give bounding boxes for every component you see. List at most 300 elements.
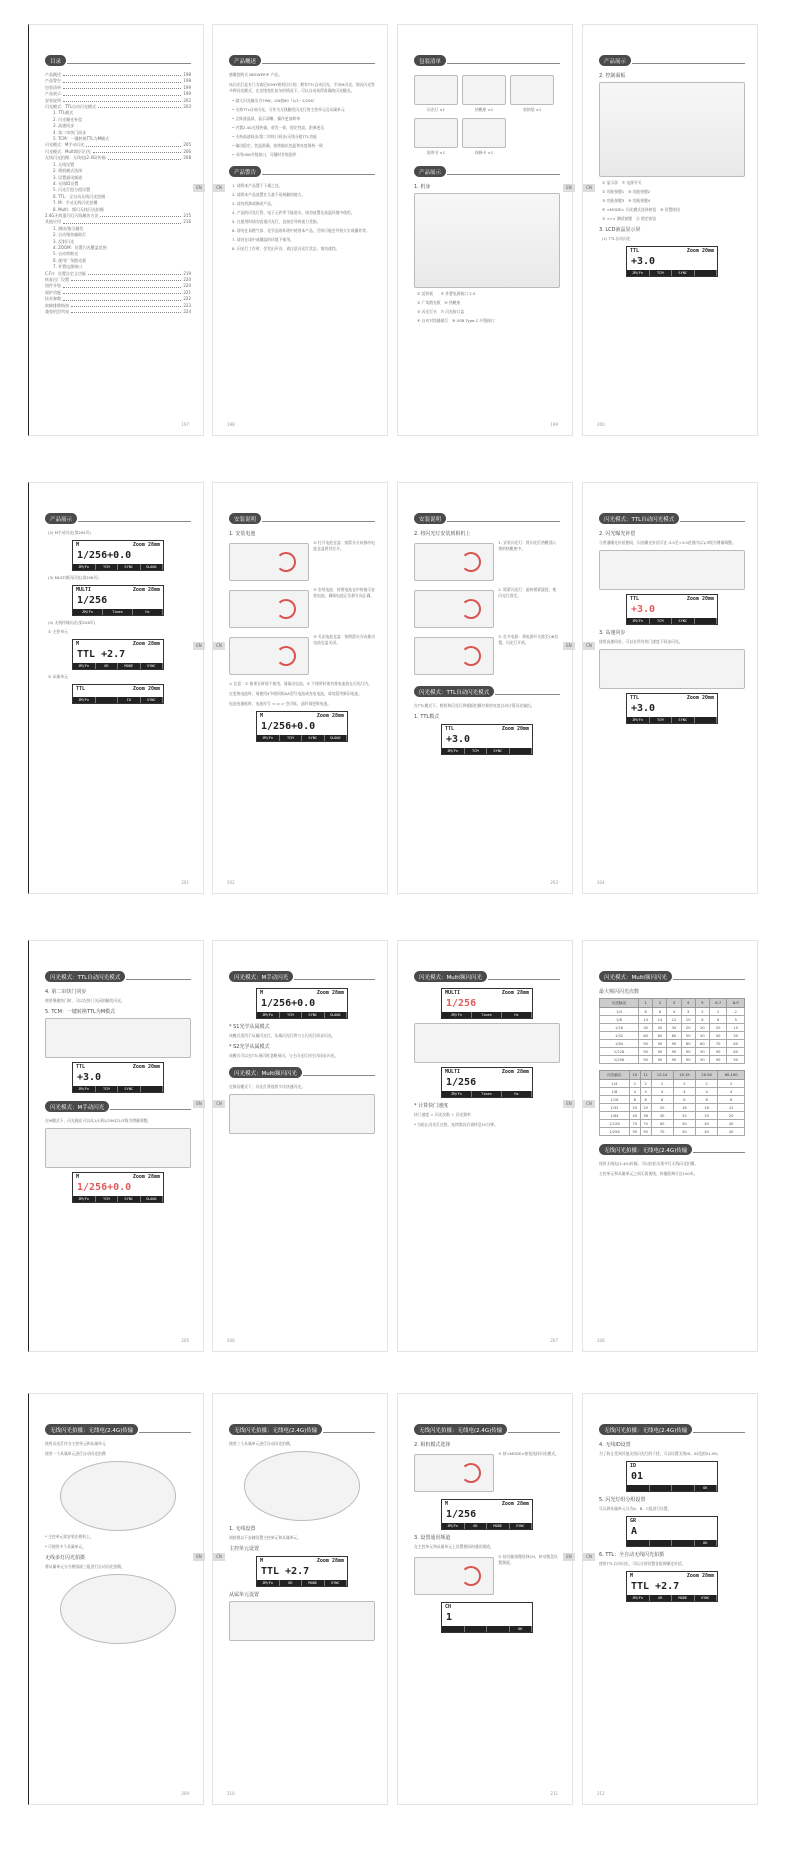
lcd-function-bar	[442, 748, 532, 754]
section-heading-label: 闪光模式：M手动闪光	[45, 1101, 109, 1112]
lcd-function-label: TCM	[650, 618, 673, 624]
section-heading-label: 无线闪光拍摄：无线电(2.4G)传输	[599, 1144, 692, 1155]
package-item	[462, 75, 506, 112]
subheading: 3. LCD液晶显示屏	[599, 227, 641, 233]
toc-leader	[63, 72, 181, 76]
table-cell: 20	[709, 1024, 726, 1032]
table-row	[600, 1096, 745, 1104]
lcd-function-label: SYNC	[695, 1595, 718, 1601]
toc-title: 7. M：手动无线闪光拍摄	[53, 200, 98, 206]
language-tab-cn[interactable]: CN	[583, 642, 595, 650]
toc-title: 8. Multi：频闪无线闪光拍摄	[53, 206, 104, 212]
lcd-mode: M	[445, 1501, 449, 1507]
lcd-zoom: Zoom 20mm	[132, 686, 160, 692]
lcd-function-label	[627, 1485, 650, 1491]
lcd-function-label: MODE	[487, 1523, 510, 1529]
page-number: 210	[227, 1791, 235, 1796]
paragraph: 使用无线电(2.4G)传输，可以轻松实现多灯无线闪光拍摄。	[599, 1161, 699, 1166]
table-header-cell: 8-9	[727, 999, 745, 1008]
lcd-function-label: Times	[472, 1091, 502, 1097]
language-tab-cn[interactable]: CN	[213, 184, 225, 192]
lcd-function-bar	[442, 1523, 532, 1529]
lcd-function-label: SLOW2	[325, 1012, 348, 1018]
list-item: • 采用USB升级接口，可随时升级固件	[232, 152, 297, 157]
instruction-step	[414, 1451, 560, 1495]
lcd-function-label	[96, 697, 119, 703]
section-heading	[599, 55, 745, 66]
toc-title: 技术参数	[45, 296, 61, 302]
table-row	[600, 1104, 745, 1112]
language-tab-cn[interactable]: CN	[213, 1553, 225, 1561]
toc-title: 5. TCM：一键转换TTL为M模式	[53, 136, 110, 142]
lcd-value: TTL +2.7	[77, 649, 126, 660]
page-number: 198	[227, 422, 235, 427]
section-heading	[599, 1144, 745, 1155]
lcd-top-row	[73, 685, 163, 693]
lcd-value: +3.0	[631, 703, 656, 714]
language-tab-cn[interactable]: CN	[213, 1100, 225, 1108]
lcd-top-row	[73, 1063, 163, 1071]
page-number: 201	[181, 880, 189, 885]
toc-page-number: 205	[183, 142, 191, 148]
language-tab-cn[interactable]: CN	[583, 184, 595, 192]
lcd-top-row	[257, 989, 347, 997]
page-number: 203	[550, 880, 558, 885]
lcd-function-bar	[73, 697, 163, 703]
table-row	[600, 1032, 745, 1040]
table-cell: 4	[673, 1088, 695, 1096]
lcd-top-row	[257, 1557, 347, 1565]
section-heading	[414, 971, 560, 982]
heading-rule	[693, 1152, 745, 1153]
table-cell: 40	[718, 1120, 745, 1128]
lcd-function-label: SYNC	[672, 618, 695, 624]
section-heading	[229, 166, 375, 177]
language-tab-en[interactable]: EN	[563, 642, 575, 650]
paragraph: 在TTL模式下，相机和闪光灯将根据拍摄对象的亮度自动计算闪光输出。	[414, 703, 535, 708]
toc-title: 故障排除指南	[45, 302, 69, 308]
heading-rule	[693, 1432, 745, 1433]
lcd-function-label: SYNC	[141, 697, 164, 703]
paragraph: 电池电量低时，电池符号 < ▭ > 会闪烁，此时请更换电池。	[229, 701, 332, 706]
lcd-top-row	[627, 595, 717, 603]
lcd-top-row	[627, 694, 717, 702]
step-text: ② 安装电池：按照电池仓中的指示安装电池，确保电池正负极方向正确。	[313, 587, 375, 598]
lcd-zoom: Zoom 28mm	[686, 1573, 714, 1579]
lcd-function-label	[695, 270, 718, 276]
paragraph: 感谢您购买 NEEWER® 产品。	[229, 72, 283, 77]
language-tab-en[interactable]: EN	[563, 1100, 575, 1108]
lcd-mode: MULTI	[445, 990, 461, 996]
section-heading	[414, 1424, 560, 1435]
heading-rule	[262, 63, 375, 64]
table-cell: 2	[629, 1080, 640, 1088]
table-cell: 30	[667, 1024, 681, 1032]
toc-page-number: 215	[183, 212, 191, 218]
toc-title: 恢复出厂设置	[45, 277, 69, 282]
list-item: ② 功能按键1 ⑧ 功能按键2	[602, 189, 651, 194]
table-cell: 2	[727, 1008, 745, 1016]
lcd-value: 1/256+0.0	[77, 1182, 132, 1193]
page-number: 205	[181, 1338, 189, 1343]
table-cell: 1/256	[600, 1056, 639, 1064]
page-number: 199	[550, 422, 558, 427]
section-heading	[599, 1424, 745, 1435]
paragraph: 主控单元和从属单元之间无需视线，传输距离可达100米。	[599, 1171, 698, 1176]
toc-title: C.Fn：设置自定义功能	[45, 270, 86, 276]
lcd-mode: TTL	[76, 1064, 86, 1070]
table-cell: 18	[673, 1104, 695, 1112]
lcd-mode: ID	[630, 1463, 637, 1469]
language-tab-cn[interactable]: CN	[583, 1100, 595, 1108]
table-cell: 20	[651, 1104, 673, 1112]
lcd-display	[626, 594, 718, 625]
lcd-top-row	[73, 586, 163, 594]
toc-page-number: 221	[183, 289, 191, 295]
table-cell: 4	[629, 1088, 640, 1096]
language-tab-en[interactable]: EN	[193, 184, 205, 192]
heading-rule	[632, 63, 745, 64]
section-heading-label: 产品展示	[599, 55, 631, 66]
table-cell: 20	[718, 1112, 745, 1120]
lcd-function-label: Hz	[502, 1012, 532, 1018]
list-item: ② 从属单元	[48, 674, 68, 679]
lcd-function-label: MODE	[672, 1595, 695, 1601]
table-cell: 40	[718, 1128, 745, 1136]
step-text: ① 按<MODE>按钮选择闪光模式。	[498, 1451, 559, 1456]
section-heading-label: 闪光模式：TTL自动闪光模式	[599, 513, 679, 524]
list-item: ① 反射板 ⑤ 外置电源接口 2.5	[417, 291, 476, 296]
lcd-value: 1	[446, 1612, 453, 1623]
toc-leader	[63, 85, 181, 89]
lcd-function-bar	[627, 1540, 717, 1546]
instruction-step	[229, 587, 375, 631]
lcd-top-row	[257, 712, 347, 720]
list-item: (4) 无线传输闪光(第208页)	[48, 620, 96, 625]
table-cell: 8	[673, 1096, 695, 1104]
toc-title: 兼容机型列表	[45, 309, 69, 315]
manual-page	[212, 482, 388, 894]
toc-page-number: 198	[183, 72, 191, 77]
lcd-mode: M	[260, 713, 264, 719]
package-contents	[414, 72, 560, 158]
package-item-label: 热靴座 ×1	[474, 107, 494, 112]
toc-entry[interactable]	[45, 309, 191, 315]
heading-rule	[680, 521, 745, 522]
lcd-mode: M	[76, 641, 80, 647]
heading-rule	[126, 979, 191, 980]
toc-leader	[93, 149, 182, 153]
list-item: ③ 功能按键3 ⑨ 功能按键4	[602, 198, 651, 203]
manual-page	[582, 1393, 758, 1805]
section-heading	[414, 166, 560, 177]
lcd-function-label: OK	[695, 1485, 718, 1491]
table-header-row	[600, 999, 745, 1008]
illustration	[45, 1018, 191, 1058]
language-tab-cn[interactable]: CN	[583, 1553, 595, 1561]
lcd-top-row	[442, 1068, 532, 1076]
section-heading	[229, 971, 375, 982]
table-cell: 90	[640, 1128, 651, 1136]
table-cell: 8	[629, 1096, 640, 1104]
lcd-function-bar	[73, 1196, 163, 1202]
page-number: 204	[597, 880, 605, 885]
toc-title: 闪光模式：TTL自动闪光模式	[45, 104, 97, 110]
toc-title: 2. 自动聚焦辅助灯	[53, 232, 87, 238]
section-heading-label: 闪光模式：Multi频闪闪光	[599, 971, 672, 982]
flash-count-table	[599, 1070, 745, 1136]
section-heading-label: 闪光模式：M手动闪光	[229, 971, 293, 982]
lcd-display	[72, 1062, 164, 1093]
illustration	[599, 82, 745, 177]
language-tab-en[interactable]: EN	[193, 1553, 205, 1561]
language-tab-cn[interactable]: CN	[213, 642, 225, 650]
manual-page	[397, 24, 573, 436]
lcd-function-label: ZM/Fn	[442, 1523, 465, 1529]
list-item: ① 主控单元	[48, 629, 68, 634]
toc-title: 4. ZOOM：设置闪光覆盖范围	[53, 244, 107, 250]
lcd-function-label: GR	[650, 1595, 673, 1601]
step-illustration	[414, 637, 494, 675]
manual-page	[212, 1393, 388, 1805]
list-item: • 支持TTL自动闪光，可作为无线触发闪光灯的主控单元及从属单元	[232, 107, 345, 112]
table-cell: 1/128	[600, 1120, 630, 1128]
lcd-mode: GR	[630, 1518, 637, 1524]
subheading: 1. TTL模式	[414, 714, 440, 720]
lcd-function-label: SLOW2	[141, 1196, 164, 1202]
table-cell: 90	[667, 1056, 681, 1064]
section-heading	[229, 1424, 375, 1435]
lcd-display	[256, 1556, 348, 1587]
heading-rule	[110, 1109, 191, 1110]
lcd-function-label: SYNC	[325, 1580, 348, 1586]
lcd-top-row	[73, 541, 163, 549]
toc-leader	[100, 213, 181, 217]
section-heading-label: 闪光模式：Multi频闪闪光	[229, 1067, 302, 1078]
toc-title: 3. 高速同步	[53, 123, 75, 129]
toc-title: 6. TTL：全自动无线闪光拍摄	[53, 193, 106, 199]
list-item: ④ 自动对焦辅助灯 ⑧ USB Type-C 升级接口	[417, 318, 495, 323]
paragraph: ⚠ 注意：① 如果长时间不使用，请取出电池。② 不使用时请勿将电池放在闪光灯内。	[229, 681, 372, 686]
paragraph: 使用三个从属单元进行自动闪光拍摄。	[229, 1441, 294, 1446]
step-illustration	[414, 543, 494, 581]
step-text: ① 打开电池仓盖：按箭头方向推动电池仓盖将其打开。	[313, 540, 375, 551]
lcd-zoom: Zoom 20mm	[686, 695, 714, 701]
table-cell: 90	[667, 1040, 681, 1048]
toc-title: 2. 相机模式选择	[53, 168, 83, 174]
table-cell: 70	[629, 1120, 640, 1128]
paragraph: 将从属单元分为两组或三组进行自动闪光拍摄。	[45, 1564, 125, 1569]
toc-page-number: 220	[183, 283, 191, 289]
lcd-function-label	[695, 717, 718, 723]
table-cell: 4	[667, 1008, 681, 1016]
list-item: • 输出稳定，色温准确，连续输出色温和亮度保持一致	[232, 143, 323, 148]
manual-page	[212, 24, 388, 436]
table-cell: 5	[727, 1016, 745, 1024]
lcd-display	[441, 1067, 533, 1098]
lcd-function-label: SLOW2	[141, 564, 164, 570]
lcd-mode: CH	[445, 1604, 452, 1610]
subheading: 3. 设置通讯频道	[414, 1535, 451, 1541]
lcd-function-bar	[627, 270, 717, 276]
language-tab-en[interactable]: EN	[563, 184, 575, 192]
lcd-function-label: ZM/Fn	[257, 1012, 280, 1018]
lcd-function-label: GR	[280, 1580, 303, 1586]
table-cell: 80	[681, 1040, 695, 1048]
language-tab-en[interactable]: EN	[563, 1553, 575, 1561]
lcd-function-label: ZM/Fn	[73, 697, 96, 703]
lcd-function-label: ZM/Fn	[442, 1012, 472, 1018]
lcd-function-label: SLOW2	[325, 735, 348, 741]
table-header-row	[600, 1071, 745, 1080]
table-row	[600, 1120, 745, 1128]
table-cell: 60	[653, 1032, 667, 1040]
step-text: 2. 锁紧闪光灯：旋转锁紧旋钮，使闪光灯固定。	[498, 587, 557, 598]
package-item	[414, 75, 458, 112]
list-item: 3. 请勿拆卸或修改产品。	[232, 201, 275, 206]
table-cell: 10	[727, 1024, 745, 1032]
lcd-display	[256, 711, 348, 742]
section-heading	[599, 971, 745, 982]
table-header-cell: 3	[667, 999, 681, 1008]
lcd-function-label: ZM/Fn	[73, 1196, 96, 1202]
lcd-function-label: TCM	[650, 270, 673, 276]
paragraph: 请按照以下步骤设置主控单元和从属单元。	[229, 1535, 302, 1540]
table-row	[600, 1048, 745, 1056]
table-cell: 1/16	[600, 1024, 639, 1032]
lcd-value: 1/256+0.0	[261, 998, 316, 1009]
language-tab-en[interactable]: EN	[193, 1100, 205, 1108]
list-item: 5. 在使用时请勿直视闪光灯，直接会导致视力受损。	[232, 219, 321, 224]
table-cell: 1/256	[600, 1128, 630, 1136]
step-illustration	[229, 590, 309, 628]
lcd-function-label: ZM/Fn	[442, 1091, 472, 1097]
table-row	[600, 1056, 745, 1064]
section-heading-label: 闪光模式：TTL自动闪光模式	[45, 971, 125, 982]
table-cell: 90	[681, 1048, 695, 1056]
paragraph: 与普通曝光补偿相同，闪光曝光补偿可在-3.0至+3.0范围内以1/3级为增量调整。	[599, 540, 736, 545]
table-row	[600, 1040, 745, 1048]
paragraph: * 为防止闪光灯过热，连续频闪后请休息10分钟。	[414, 1122, 498, 1127]
lcd-function-bar	[627, 1595, 717, 1601]
heading-rule	[323, 1432, 375, 1433]
table-cell: 20	[640, 1104, 651, 1112]
lcd-function-label: TCM	[96, 1086, 119, 1092]
paragraph: * 主控单元需安装在相机上。	[45, 1534, 94, 1539]
step-text: ① 按功能按键选择CH，转动拨盘设置频道。	[498, 1554, 558, 1565]
lcd-zoom: Zoom 28mm	[316, 1558, 344, 1564]
paragraph: 该模式适用于从属闪光灯，从属闪光灯将与主闪光灯同步闪光。	[229, 1033, 336, 1038]
lcd-zoom: Zoom 28mm	[501, 1501, 529, 1507]
instruction-step	[414, 1554, 560, 1598]
table-header-cell: 10	[629, 1071, 640, 1080]
lcd-value: 1/256	[446, 1077, 477, 1088]
illustration	[599, 649, 745, 689]
heading-rule	[294, 979, 375, 980]
list-item: (3) MULTI频闪闪光(第206页)	[48, 575, 99, 580]
table-cell: 1/128	[600, 1048, 639, 1056]
package-item	[510, 75, 554, 112]
lcd-function-label: TCM	[465, 748, 488, 754]
lcd-value: TTL +2.7	[631, 1581, 680, 1592]
toc-title: 4. 无线ID设置	[53, 180, 79, 186]
toc-title: 产品警告	[45, 78, 61, 84]
heading-rule	[495, 694, 560, 695]
lcd-function-label: TCM	[96, 1196, 119, 1202]
subheading: 2. 控制面板	[599, 73, 626, 79]
page-number: 209	[181, 1791, 189, 1796]
lcd-function-bar	[257, 1012, 347, 1018]
lcd-function-label: GR	[465, 1523, 488, 1529]
table-cell: 70	[709, 1040, 726, 1048]
table-row	[600, 1112, 745, 1120]
table-row	[600, 1024, 745, 1032]
lcd-mode: M	[76, 542, 80, 548]
lcd-function-label: ZM/Fn	[257, 1580, 280, 1586]
toc-page-number: 198	[183, 78, 191, 84]
paragraph: 该闪光灯是专门为索尼SONY相机设计的，拥有TTL自动闪光、手动M闪光、频闪闪光等多种闪光模式，在光线变化复杂的情况下，可以自动获得准确的闪光曝光。	[229, 82, 375, 93]
list-item: 4. 产品的闪光灯管、电子元件等不能进水，请勿放置在高温环境中使用。	[232, 210, 355, 215]
manual-page	[397, 482, 573, 894]
toc-title: 包装清单	[45, 84, 61, 90]
step-text: ③ 关闭电池仓盖：按照箭头方向推动电池仓盖关闭。	[313, 634, 375, 645]
table-header-cell: 闪光输出	[600, 1071, 630, 1080]
instruction-step	[229, 540, 375, 584]
table-cell: 16	[696, 1104, 718, 1112]
toc-page-number: 199	[183, 84, 191, 90]
heading-rule	[508, 1432, 560, 1433]
lcd-function-label: ZM/Fn	[627, 270, 650, 276]
step-illustration	[229, 543, 309, 581]
table-cell: 4	[696, 1088, 718, 1096]
paragraph: 在更换电池时，请使用4节相同的AA型号电池或充电电池，请勿混用新旧电池。	[229, 691, 363, 696]
lcd-top-row	[442, 1603, 532, 1611]
language-tab-en[interactable]: EN	[193, 642, 205, 650]
table-cell: 2	[695, 1008, 709, 1016]
subheading: * S2光学从属模式	[229, 1044, 270, 1050]
lcd-function-bar	[442, 1012, 532, 1018]
subheading: 2. 相机模式选择	[414, 1442, 451, 1448]
lcd-value: +3.0	[631, 256, 656, 267]
table-header-cell: 12-14	[651, 1071, 673, 1080]
page-number: 212	[597, 1791, 605, 1796]
paragraph: 使用TTL自动闪光，可以分别设置各组的曝光补偿。	[599, 1561, 686, 1566]
lcd-function-label: ZM/Fn	[73, 564, 96, 570]
lcd-display	[626, 693, 718, 724]
lcd-top-row	[627, 1572, 717, 1580]
section-heading-label: 无线闪光拍摄：无线电(2.4G)传输	[45, 1424, 138, 1435]
lcd-mode: TTL	[630, 596, 640, 602]
section-heading	[45, 1424, 191, 1435]
lcd-function-label	[141, 1086, 164, 1092]
table-cell: 30	[651, 1112, 673, 1120]
list-item: 8. 闪光灯工作时，会发出声音，请注意闪光灯状态，请勿遮挡。	[232, 246, 340, 251]
table-cell: 2	[709, 1008, 726, 1016]
subheading: 1. 无线设置	[229, 1526, 256, 1532]
table-cell: 4	[640, 1088, 651, 1096]
heading-rule	[447, 174, 560, 175]
instruction-step	[229, 634, 375, 678]
table-cell: 60	[651, 1120, 673, 1128]
table-cell: 8	[640, 1096, 651, 1104]
step-text: 1. 安装闪光灯：将闪光灯热靴插入相机热靴座中。	[498, 540, 557, 551]
toc-title: 产品概述	[45, 72, 61, 77]
subheading: * 计算快门速度	[414, 1103, 449, 1109]
table-cell: 70	[640, 1120, 651, 1128]
table-cell: 1/8	[600, 1088, 630, 1096]
table-cell: 1/64	[600, 1040, 639, 1048]
lcd-mode: M	[260, 1558, 264, 1564]
